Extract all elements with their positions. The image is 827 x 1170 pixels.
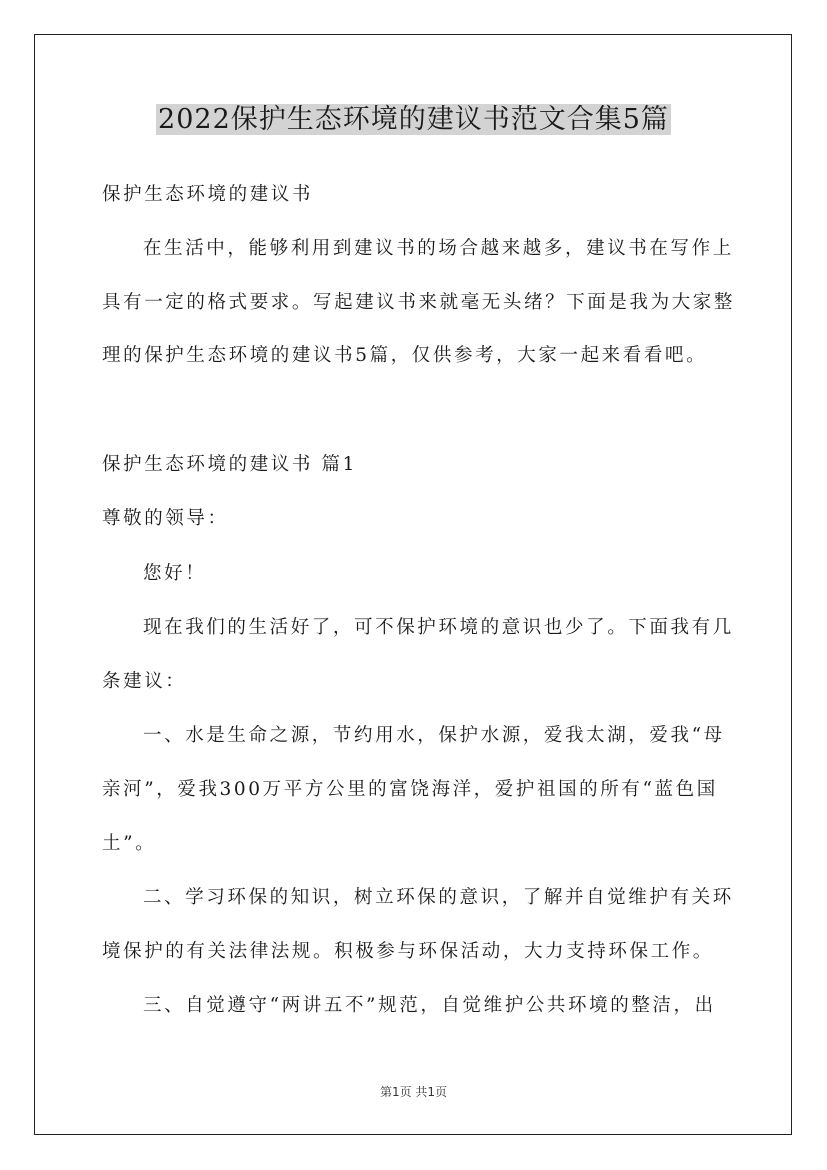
salutation: 尊敬的领导： bbox=[102, 508, 229, 529]
intro-line: 在生活中，能够利用到建议书的场合越来越多，建议书在写作上 bbox=[143, 238, 734, 259]
document-title-text: 2022保护生态环境的建议书范文合集5篇 bbox=[158, 104, 669, 135]
document-title bbox=[0, 98, 827, 142]
greeting: 您好！ bbox=[143, 563, 207, 584]
page-footer: 第1页 共1页 bbox=[379, 1085, 448, 1099]
body-line: 条建议： bbox=[102, 671, 187, 692]
body-line: 现在我们的生活好了，可不保护环境的意识也少了。下面我有几 bbox=[143, 617, 734, 638]
body-line: 一、水是生命之源，节约用水，保护水源，爱我太湖，爱我“母 bbox=[143, 725, 725, 746]
section-title: 保护生态环境的建议书 篇1 bbox=[102, 454, 357, 475]
body-line: 土”。 bbox=[102, 833, 157, 854]
body-line: 二、学习环保的知识，树立环保的意识，了解并自觉维护有关环 bbox=[143, 887, 734, 908]
document-heading: 保护生态环境的建议书 bbox=[102, 184, 314, 205]
intro-line: 具有一定的格式要求。写起建议书来就毫无头绪？下面是我为大家整 bbox=[102, 292, 736, 313]
body-line: 亲河”，爱我300万平方公里的富饶海洋，爱护祖国的所有“蓝色国 bbox=[102, 779, 718, 800]
intro-line: 理的保护生态环境的建议书5篇，仅供参考，大家一起来看看吧。 bbox=[102, 345, 708, 366]
body-line: 境保护的有关法律法规。积极参与环保活动，大力支持环保工作。 bbox=[102, 941, 714, 962]
body-line: 三、自觉遵守“两讲五不”规范，自觉维护公共环境的整洁，出 bbox=[143, 995, 716, 1016]
